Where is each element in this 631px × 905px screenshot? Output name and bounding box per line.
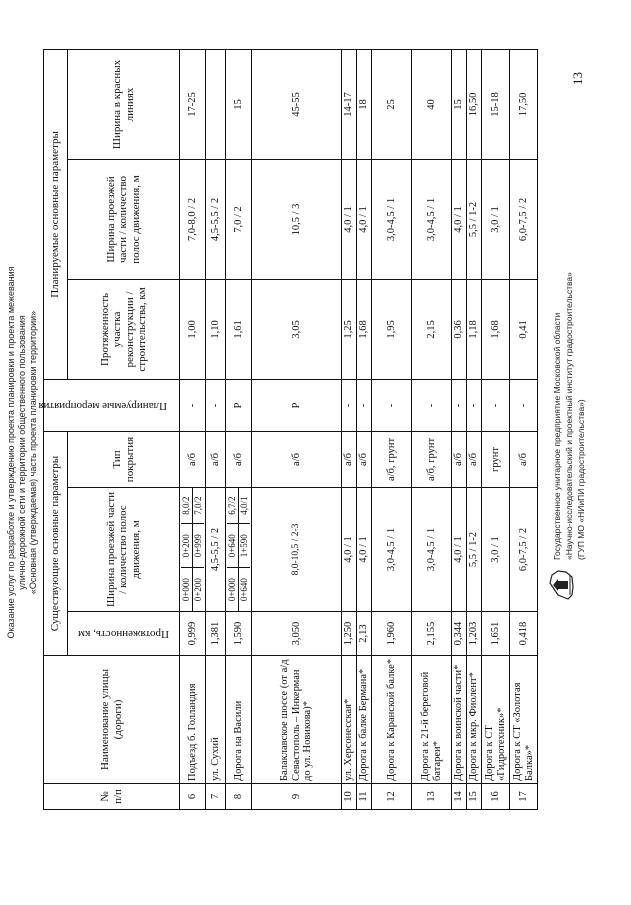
cell-surface: а/б xyxy=(510,431,538,487)
cell-name: Дорога к СТ «Золотая Балка»* xyxy=(510,656,538,784)
page-number: 13 xyxy=(570,72,585,85)
cell-length: 3,050 xyxy=(252,612,342,656)
table-row xyxy=(412,49,452,809)
cell-measure: Р xyxy=(252,379,342,431)
cell-surface: а/б xyxy=(467,431,482,487)
cell-measure: - xyxy=(467,379,482,431)
cell-measure: - xyxy=(357,379,372,431)
cell-surface: а/б xyxy=(342,431,357,487)
cell-name: Дорога к воинской части* xyxy=(452,656,467,784)
cell-red-lines: 25 xyxy=(372,49,412,159)
cell-num: 9 xyxy=(252,784,342,810)
cell-name: Дорога к мкр. Фиолент* xyxy=(467,656,482,784)
cell-red-lines: 40 xyxy=(412,49,452,159)
sub-cell: 0+200 xyxy=(181,524,193,568)
table-row xyxy=(467,49,482,809)
cell-red-lines: 14-17 xyxy=(342,49,357,159)
sub-cell: 1+590 xyxy=(239,524,251,568)
cell-red-lines: 17-25 xyxy=(180,49,206,159)
cell-name: ул. Сухий xyxy=(206,656,226,784)
cell-measure: Р xyxy=(226,379,252,431)
cell-length: 0,344 xyxy=(452,612,467,656)
cell-width: 4,0 / 1 xyxy=(357,488,372,612)
cell-surface: а/б xyxy=(452,431,467,487)
cell-plan-width: 4,0 / 1 xyxy=(342,159,357,279)
cell-num: 15 xyxy=(467,784,482,810)
cell-surface: а/б xyxy=(180,431,206,487)
header-line-2: улично-дорожной сети и территории общественного пользования xyxy=(17,315,27,590)
cell-surface: а/б xyxy=(252,431,342,487)
cell-length: 1,381 xyxy=(206,612,226,656)
header-planned: Планируемые основные параметры xyxy=(44,49,68,379)
header-width-existing: Ширина проезжей части / количество полос движения, м xyxy=(68,488,180,612)
cell-name: Подъезд б. Голландия xyxy=(180,656,206,784)
cell-name: Дорога к СТ «Гидротехник»* xyxy=(482,656,510,784)
cell-surface: а/б, грунт xyxy=(372,431,412,487)
cell-plan-length: 1,25 xyxy=(342,279,357,379)
cell-plan-width: 3,0-4,5 / 1 xyxy=(372,159,412,279)
cell-length: 0,999 xyxy=(180,612,206,656)
cell-red-lines: 17,50 xyxy=(510,49,538,159)
cell-measure: - xyxy=(372,379,412,431)
cell-plan-length: 2,15 xyxy=(412,279,452,379)
cell-plan-length: 0,36 xyxy=(452,279,467,379)
header-length xyxy=(68,612,180,656)
table-row xyxy=(252,49,342,809)
table-row xyxy=(226,49,252,809)
table-row xyxy=(482,49,510,809)
cell-measure: - xyxy=(412,379,452,431)
cell-measure: - xyxy=(206,379,226,431)
footer-line-3: (ГУП МО «НИиПИ градостроительства») xyxy=(576,399,586,560)
header-measures xyxy=(37,379,180,431)
table-row xyxy=(372,49,412,809)
cell-length: 1,250 xyxy=(342,612,357,656)
cell-plan-length: 1,61 xyxy=(226,279,252,379)
cell-width-split xyxy=(180,488,206,612)
cell-width: 5,5 / 1-2 xyxy=(467,488,482,612)
cell-num: 17 xyxy=(510,784,538,810)
table-row xyxy=(180,49,206,809)
cell-name: ул. Херсонесская* xyxy=(342,656,357,784)
cell-plan-width: 5,5 / 1-2 xyxy=(467,159,482,279)
cell-name: Дорога к 21-й береговой батареи* xyxy=(412,656,452,784)
cell-red-lines: 15-18 xyxy=(482,49,510,159)
header-plan-width: Ширина проезжей части / количество полос движения, м xyxy=(68,159,180,279)
cell-num: 14 xyxy=(452,784,467,810)
cell-num: 8 xyxy=(226,784,252,810)
cell-plan-width: 4,0 / 1 xyxy=(452,159,467,279)
table-row xyxy=(510,49,538,809)
cell-plan-width: 3,0 / 1 xyxy=(482,159,510,279)
cell-surface: грунт xyxy=(482,431,510,487)
header-line-3: «Основная (утверждаемая) часть проекта планировки территории» xyxy=(28,310,38,595)
cell-plan-length: 1,10 xyxy=(206,279,226,379)
cell-width: 3,0-4,5 / 1 xyxy=(412,488,452,612)
cell-width: 8,0-10,5 / 2-3 xyxy=(252,488,342,612)
cell-surface: а/б xyxy=(206,431,226,487)
cell-plan-length: 1,95 xyxy=(372,279,412,379)
cell-plan-length: 3,05 xyxy=(252,279,342,379)
sub-cell: 0+000 xyxy=(180,578,191,602)
cell-width: 6,0-7,5 / 2 xyxy=(510,488,538,612)
header-plan-length: Протяженность участка реконструкции / строительства, км xyxy=(68,279,180,379)
sub-cell: 0+640 xyxy=(227,524,239,568)
sub-cell: 6,7/2 xyxy=(227,488,239,524)
cell-plan-width: 7,0 / 2 xyxy=(226,159,252,279)
cell-num: 11 xyxy=(357,784,372,810)
cell-name: Дорога к балке Бермана* xyxy=(357,656,372,784)
cell-width: 3,0-4,5 / 1 xyxy=(372,488,412,612)
cell-num: 16 xyxy=(482,784,510,810)
sub-cell: 4,0/1 xyxy=(239,488,251,524)
cell-measure: - xyxy=(510,379,538,431)
width-subtable xyxy=(227,488,251,611)
cell-red-lines: 15 xyxy=(452,49,467,159)
header-num: № п/п xyxy=(44,784,180,810)
footer-line-2: «Научно-исследовательский и проектный институт градостроительства» xyxy=(564,272,574,560)
cell-name: Балаклавское шоссе (от а/д Севастополь – Инкерман до ул. Новикова)* xyxy=(252,656,342,784)
header-line-1: Оказание услуг по разработке и утверждению проекта планировки и проекта межевания xyxy=(6,266,16,639)
cell-length: 0,418 xyxy=(510,612,538,656)
cell-length: 1,651 xyxy=(482,612,510,656)
table-row xyxy=(342,49,357,809)
cell-measure: - xyxy=(342,379,357,431)
sub-cell: 0+000 xyxy=(226,578,237,602)
cell-length: 2,155 xyxy=(412,612,452,656)
header-surface: Тип покрытия xyxy=(68,431,180,487)
cell-surface: а/б xyxy=(226,431,252,487)
cell-num: 6 xyxy=(180,784,206,810)
cell-num: 7 xyxy=(206,784,226,810)
cell-red-lines: 45-55 xyxy=(252,49,342,159)
cell-length: 2,13 xyxy=(357,612,372,656)
cell-width: 3,0 / 1 xyxy=(482,488,510,612)
cell-num: 10 xyxy=(342,784,357,810)
table-row xyxy=(357,49,372,809)
cell-red-lines: 16,50 xyxy=(467,49,482,159)
cell-length: 1,590 xyxy=(226,612,252,656)
table-row xyxy=(452,49,467,809)
cell-plan-width: 7,0-8,0 / 2 xyxy=(180,159,206,279)
cell-width-split xyxy=(226,488,252,612)
cell-plan-length: 1,68 xyxy=(482,279,510,379)
header-length-label: Протяженность, км xyxy=(78,627,169,640)
header-measures-label: Планируемые мероприятия xyxy=(37,400,167,413)
cell-plan-width: 4,0 / 1 xyxy=(357,159,372,279)
sub-cell: 8,0/2 xyxy=(181,488,193,524)
cell-red-lines xyxy=(206,49,226,159)
cell-name: Дорога к Каранской балке* xyxy=(372,656,412,784)
cell-measure: - xyxy=(482,379,510,431)
cell-measure: - xyxy=(180,379,206,431)
cell-plan-width: 4,5-5,5 / 2 xyxy=(206,159,226,279)
footer-line-1: Государственное унитарное предприятие Московской области xyxy=(552,312,562,560)
cell-num: 13 xyxy=(412,784,452,810)
cell-red-lines: 18 xyxy=(357,49,372,159)
width-subtable xyxy=(181,488,205,611)
cell-plan-width: 3,0-4,5 / 1 xyxy=(412,159,452,279)
header-red-lines: Ширина в красных линиях xyxy=(68,49,180,159)
cell-surface: а/б, грунт xyxy=(412,431,452,487)
cell-plan-length: 1,68 xyxy=(357,279,372,379)
cell-width: 4,0 / 1 xyxy=(452,488,467,612)
cell-width: 4,0 / 1 xyxy=(342,488,357,612)
cell-plan-length: 1,18 xyxy=(467,279,482,379)
cell-length: 1,960 xyxy=(372,612,412,656)
table-row xyxy=(206,49,226,809)
roads-table xyxy=(37,49,538,810)
cell-num: 12 xyxy=(372,784,412,810)
sub-cell: 7,0/2 xyxy=(193,488,205,524)
cell-name: Дорога на Васили xyxy=(226,656,252,784)
sub-cell: 0+200 xyxy=(193,568,205,611)
header-name: Наименование улицы (дороги) xyxy=(44,656,180,784)
sub-cell: 0+640 xyxy=(239,568,251,611)
cell-measure: - xyxy=(452,379,467,431)
header-existing: Существующие основные параметры xyxy=(44,431,68,655)
cell-red-lines: 15 xyxy=(226,49,252,159)
institute-logo-icon xyxy=(546,565,576,605)
cell-plan-width: 10,5 / 3 xyxy=(252,159,342,279)
cell-plan-width: 6,0-7,5 / 2 xyxy=(510,159,538,279)
cell-width: 4,5-5,5 / 2 xyxy=(206,488,226,612)
cell-plan-length: 0,41 xyxy=(510,279,538,379)
cell-surface: а/б xyxy=(357,431,372,487)
sub-cell: 0+999 xyxy=(193,524,205,568)
cell-length: 1,203 xyxy=(467,612,482,656)
cell-plan-length: 1,00 xyxy=(180,279,206,379)
